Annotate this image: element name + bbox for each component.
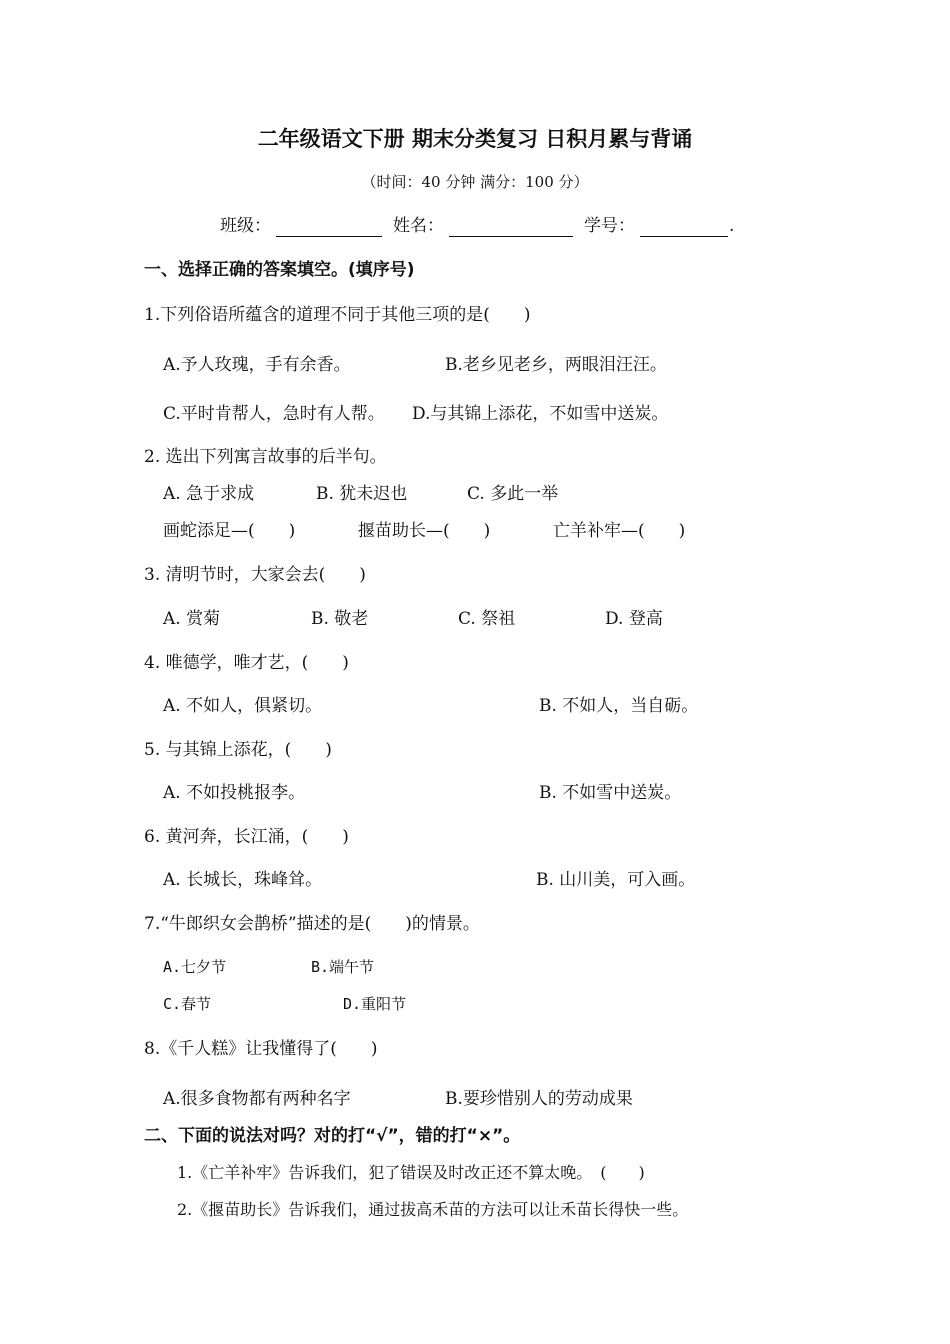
q5-option-b: B. 不如雪中送炭。: [539, 783, 682, 803]
q6-stem: 6. 黄河奔，长江涌，( ): [144, 827, 349, 847]
q7-option-c: C.春节: [163, 995, 212, 1013]
q4-option-b: B. 不如人，当自砺。: [539, 696, 699, 716]
section-1-heading: 一、选择正确的答案填空。(填序号): [144, 260, 415, 280]
q4-stem: 4. 唯德学，唯才艺，( ): [144, 653, 349, 673]
q3-option-b: B. 敬老: [311, 609, 369, 629]
q2-stem: 2. 选出下列寓言故事的后半句。: [144, 447, 387, 467]
q8-option-b: B.要珍惜别人的劳动成果: [445, 1089, 633, 1109]
q1-option-d: D.与其锦上添花，不如雪中送炭。: [412, 404, 669, 424]
q3-option-c: C. 祭祖: [458, 609, 516, 629]
q2-fill-1: 画蛇添足—( ): [163, 521, 296, 541]
q6-option-a: A. 长城长，珠峰耸。: [163, 870, 323, 890]
q7-option-a: A.七夕节: [163, 958, 227, 976]
q5-stem: 5. 与其锦上添花，( ): [144, 740, 332, 760]
page-title: 二年级语文下册 期末分类复习 日积月累与背诵: [257, 127, 693, 151]
q3-stem: 3. 清明节时，大家会去( ): [144, 565, 366, 585]
q1-option-a: A.予人玫瑰，手有余香。: [163, 355, 351, 375]
q1-option-c: C.平时肯帮人，急时有人帮。: [163, 404, 385, 424]
name-field[interactable]: [449, 236, 573, 237]
q2-fill-3: 亡羊补牢—( ): [553, 521, 686, 541]
name-label: 姓名：: [393, 216, 444, 236]
q7-option-d: D.重阳节: [343, 995, 407, 1013]
judgment-statement-2: 2.《揠苗助长》告诉我们，通过拔高禾苗的方法可以让禾苗长得快一些。: [177, 1200, 689, 1219]
section-2-heading: 二、下面的说法对吗？对的打“√”，错的打“×”。: [144, 1126, 521, 1146]
class-label: 班级：: [220, 216, 271, 236]
q5-option-a: A. 不如投桃报李。: [163, 783, 306, 803]
q7-stem: 7.“牛郎织女会鹊桥”描述的是( )的情景。: [144, 914, 480, 934]
exam-info: （时间：40 分钟 满分：100 分）: [361, 173, 589, 191]
class-field[interactable]: [276, 236, 382, 237]
q3-option-a: A. 赏菊: [163, 609, 221, 629]
q6-option-b: B. 山川美，可入画。: [536, 870, 696, 890]
q1-option-b: B.老乡见老乡，两眼泪汪汪。: [445, 355, 667, 375]
q3-option-d: D. 登高: [605, 609, 663, 629]
q2-option-c: C. 多此一举: [467, 484, 559, 504]
number-field[interactable]: [640, 236, 728, 237]
q2-fill-2: 揠苗助长—( ): [358, 521, 491, 541]
q8-option-a: A.很多食物都有两种名字: [163, 1089, 351, 1109]
q4-option-a: A. 不如人，俱紧切。: [163, 696, 323, 716]
q8-stem: 8.《千人糕》让我懂得了( ): [144, 1039, 378, 1059]
end-mark: .: [729, 216, 735, 236]
number-label: 学号：: [584, 216, 635, 236]
q1-stem: 1.下列俗语所蕴含的道理不同于其他三项的是( ): [144, 305, 531, 325]
judgment-statement-1: 1.《亡羊补牢》告诉我们，犯了错误及时改正还不算太晚。 ( ): [177, 1163, 645, 1182]
q7-option-b: B.端午节: [311, 958, 375, 976]
q2-option-a: A. 急于求成: [163, 484, 255, 504]
q2-option-b: B. 犹未迟也: [316, 484, 408, 504]
